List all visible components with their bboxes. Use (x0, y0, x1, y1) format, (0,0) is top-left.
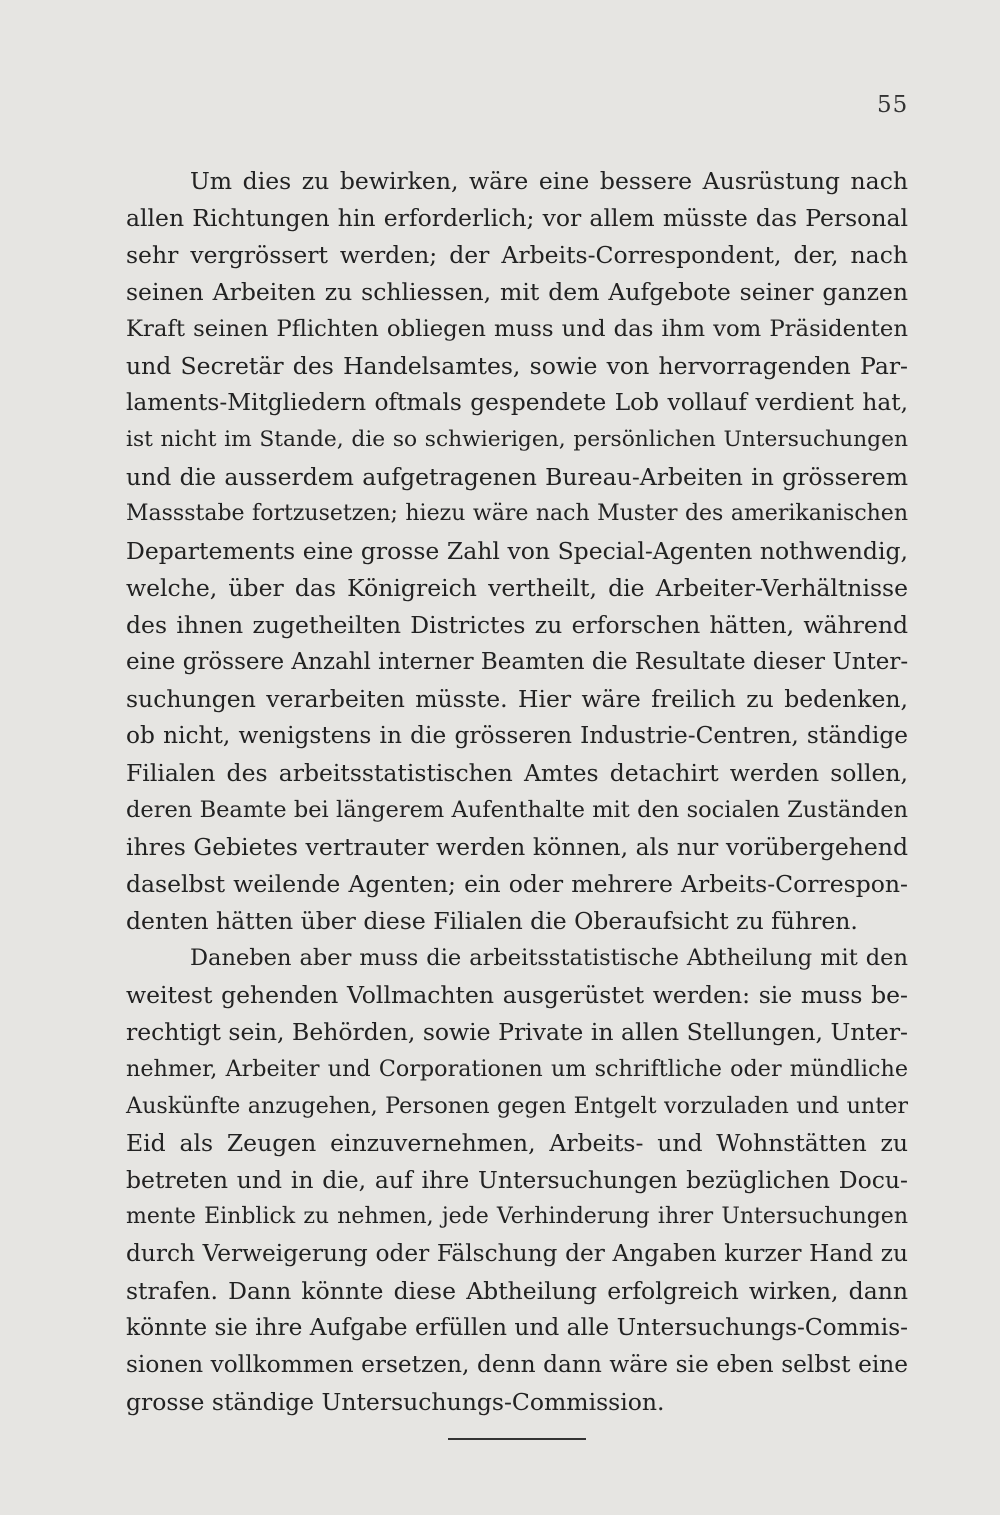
text-line: ist nicht im Stande, die so schwierigen, persönlichen Untersuchungen (126, 427, 908, 452)
text-line: Um dies zu bewirken, wäre eine bessere Ausrüstung nach (190, 167, 908, 195)
text-line: eine grössere Anzahl interner Beamten die Resultate dieser Unter- (126, 649, 909, 675)
text-line: welche, über das Königreich vertheilt, die Arbeiter-Verhältnisse (126, 574, 908, 602)
text-line: denten hätten über diese Filialen die Oberaufsicht zu führen. (126, 907, 858, 935)
text-line: mente Einblick zu nehmen, jede Verhinderung ihrer Untersuchungen (126, 1204, 908, 1229)
text-line: nehmer, Arbeiter und Corporationen um schriftliche oder mündliche (126, 1056, 908, 1082)
text-line: Auskünfte anzugehen, Personen gegen Entgelt vorzuladen und unter (126, 1093, 908, 1119)
text-line: Eid als Zeugen einzuvernehmen, Arbeits- und Wohnstätten zu (126, 1129, 908, 1157)
text-line: laments-Mitgliedern oftmals gespendete Lob vollauf verdient hat, (126, 389, 908, 416)
text-line: suchungen verarbeiten müsste. Hier wäre freilich zu bedenken, (126, 685, 908, 713)
text-line: daselbst weilende Agenten; ein oder mehrere Arbeits-Correspon- (126, 870, 908, 898)
text-line: durch Verweigerung oder Fälschung der Angaben kurzer Hand zu (126, 1240, 908, 1267)
text-line: grosse ständige Untersuchungs-Commission. (126, 1388, 665, 1416)
text-line: Kraft seinen Pflichten obliegen muss und das ihm vom Präsidenten (126, 316, 908, 342)
text-line: strafen. Dann könnte diese Abtheilung erfolgreich wirken, dann (126, 1277, 908, 1305)
page-number: 55 (877, 92, 909, 118)
text-line: rechtigt sein, Behörden, sowie Private in allen Stellungen, Unter- (126, 1018, 908, 1046)
text-line: und Secretär des Handelsamtes, sowie von hervorragenden Par- (126, 352, 908, 380)
end-rule (448, 1438, 586, 1440)
text-line: ob nicht, wenigstens in die grösseren Industrie-Centren, ständige (126, 722, 908, 749)
text-line: ihres Gebietes vertrauter werden können, als nur vorübergehend (126, 833, 908, 861)
text-line: allen Richtungen hin erforderlich; vor allem müsste das Personal (126, 204, 908, 232)
text-line: Daneben aber muss die arbeitsstatistische Abtheilung mit den (190, 945, 908, 971)
text-line: weitest gehenden Vollmachten ausgerüstet werden: sie muss be- (126, 981, 908, 1009)
text-line: Massstabe fortzusetzen; hiezu wäre nach Muster des amerikanischen (126, 501, 908, 526)
text-line: sionen vollkommen ersetzen, denn dann wäre sie eben selbst eine (126, 1351, 908, 1378)
text-line: könnte sie ihre Aufgabe erfüllen und alle Untersuchungs-Commis- (126, 1314, 908, 1341)
text-line: sehr vergrössert werden; der Arbeits-Correspondent, der, nach (126, 241, 908, 269)
text-line: Departements eine grosse Zahl von Special-Agenten nothwendig, (126, 537, 908, 565)
text-line: betreten und in die, auf ihre Untersuchungen bezüglichen Docu- (126, 1166, 908, 1194)
text-line: und die ausserdem aufgetragenen Bureau-Arbeiten in grösserem (126, 463, 908, 491)
text-line: des ihnen zugetheilten Districtes zu erforschen hätten, während (126, 611, 908, 639)
text-line: Filialen des arbeitsstatistischen Amtes detachirt werden sollen, (126, 759, 908, 787)
text-line: deren Beamte bei längerem Aufenthalte mit den socialen Zuständen (126, 797, 908, 823)
text-line: seinen Arbeiten zu schliessen, mit dem Aufgebote seiner ganzen (126, 278, 908, 306)
